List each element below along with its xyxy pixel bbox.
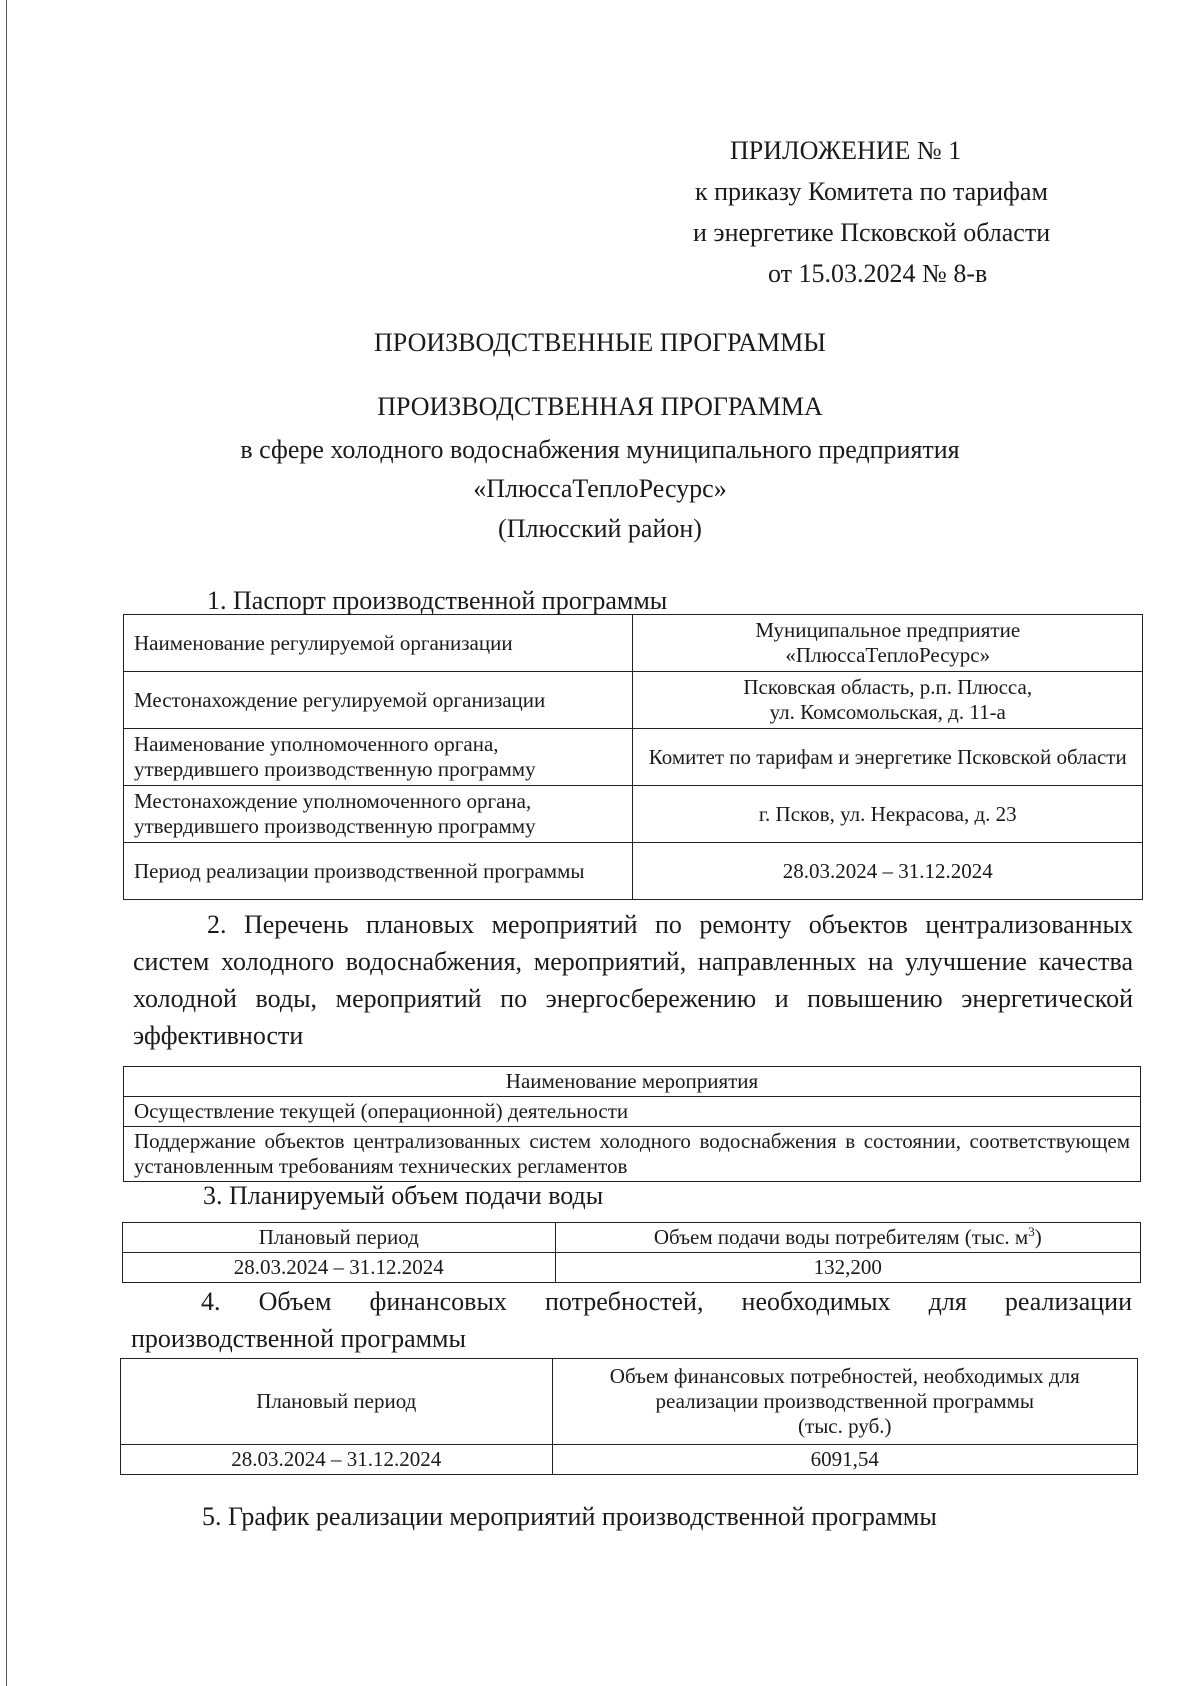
program-subtitle-district: (Плюсский район) xyxy=(498,514,702,543)
measure-item: Поддержание объектов централизованных систем холодного водоснабжения в состоянии, соответствующем установленным требованиям технических регламентов xyxy=(124,1127,1141,1182)
passport-label: Местонахождение регулируемой организации xyxy=(124,672,633,729)
table-row xyxy=(124,843,1143,900)
annex-date-number: от 15.03.2024 № 8-в xyxy=(768,259,988,288)
passport-value: Псковская область, р.п. Плюсса, ул. Комсомольская, д. 11-а xyxy=(633,672,1143,729)
section1-heading: 1. Паспорт производственной программы xyxy=(207,586,668,615)
water-volume-header: Объем подачи воды потребителям (тыс. $м^3$) xyxy=(555,1223,1140,1253)
table-row xyxy=(124,729,1143,786)
program-title: ПРОИЗВОДСТВЕННАЯ ПРОГРАММА xyxy=(377,392,823,421)
measures-table xyxy=(123,1066,1141,1182)
scan-edge-line xyxy=(6,0,7,1686)
table-row xyxy=(124,615,1143,672)
financial-needs-header: Объем финансовых потребностей, необходимых для реализации производственной программы (тыс. руб.) xyxy=(552,1359,1137,1445)
annex-committee-line: и энергетике Псковской области xyxy=(693,218,1051,247)
table-row xyxy=(123,1253,1141,1283)
section5-heading: 5. График реализации мероприятий производственной программы xyxy=(202,1502,937,1531)
measure-item: Осуществление текущей (операционной) деятельности xyxy=(124,1097,1141,1127)
water-volume-value: 132,200 xyxy=(555,1253,1140,1283)
section3-heading: 3. Планируемый объем подачи воды xyxy=(203,1181,604,1210)
financial-needs-table xyxy=(120,1358,1138,1475)
annex-order-line: к приказу Комитета по тарифам xyxy=(695,177,1048,206)
table-row xyxy=(124,1067,1141,1097)
table-row xyxy=(124,1097,1141,1127)
passport-label: Наименование уполномоченного органа, утвердившего производственную программу xyxy=(124,729,633,786)
planned-period-header: Плановый период xyxy=(121,1359,553,1445)
passport-label: Наименование регулируемой организации xyxy=(124,615,633,672)
table-row xyxy=(124,1127,1141,1182)
table-row xyxy=(121,1445,1138,1475)
passport-value: Муниципальное предприятие «ПлюссаТеплоРесурс» xyxy=(633,615,1143,672)
planned-period-value: 28.03.2024 – 31.12.2024 xyxy=(123,1253,556,1283)
passport-value: г. Псков, ул. Некрасова, д. 23 xyxy=(633,786,1143,843)
annex-title: ПРИЛОЖЕНИЕ № 1 xyxy=(730,136,962,165)
planned-period-header: Плановый период xyxy=(123,1223,556,1253)
program-subtitle-enterprise: «ПлюссаТеплоРесурс» xyxy=(473,474,727,503)
table-row xyxy=(121,1359,1138,1445)
section2-heading: 2. Перечень плановых мероприятий по ремонту объектов централизованных систем холодного водоснабжения, мероприятий, направленных на улучшение качества холодной воды, мероприятий по энергосбережению и повышению энергетической эффективности xyxy=(133,910,1133,1050)
passport-table xyxy=(123,614,1143,900)
passport-value: 28.03.2024 – 31.12.2024 xyxy=(633,843,1143,900)
planned-period-value: 28.03.2024 – 31.12.2024 xyxy=(121,1445,553,1475)
document-main-title: ПРОИЗВОДСТВЕННЫЕ ПРОГРАММЫ xyxy=(374,328,826,357)
program-subtitle-sphere: в сфере холодного водоснабжения муниципального предприятия xyxy=(240,435,960,464)
passport-label: Местонахождение уполномоченного органа, утвердившего производственную программу xyxy=(124,786,633,843)
passport-label: Период реализации производственной программы xyxy=(124,843,633,900)
passport-value: Комитет по тарифам и энергетике Псковской области xyxy=(633,729,1143,786)
table-row xyxy=(124,672,1143,729)
table-row xyxy=(124,786,1143,843)
measures-column-header: Наименование мероприятия xyxy=(124,1067,1141,1097)
financial-needs-value: 6091,54 xyxy=(552,1445,1137,1475)
section4-heading: 4. Объем финансовых потребностей, необходимых для реализации производственной программы xyxy=(131,1287,1132,1353)
table-row xyxy=(123,1223,1141,1253)
water-supply-table xyxy=(122,1222,1141,1283)
